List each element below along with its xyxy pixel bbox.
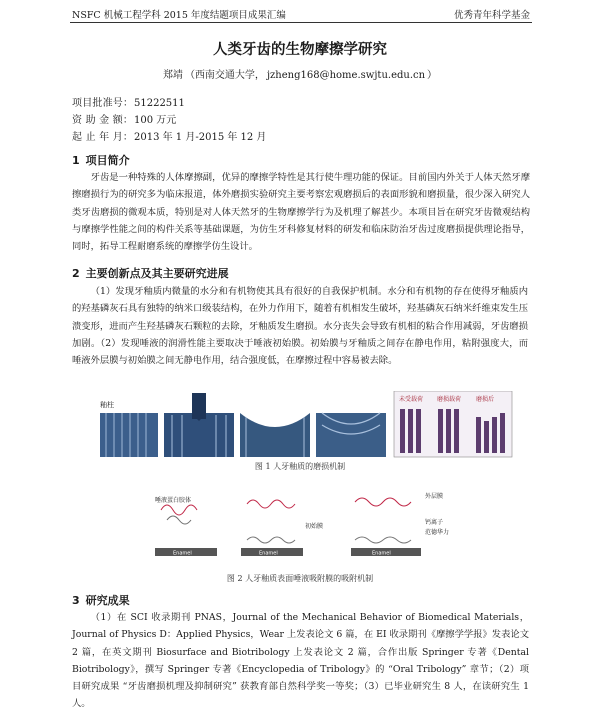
- meta-row: [72, 95, 266, 112]
- meta-value: 2013 年 1 月-2015 年 12 月: [134, 132, 267, 143]
- section-title: 研究成果: [85, 594, 130, 607]
- figure-1-caption: 图 1 人牙釉质的磨损机制: [254, 462, 346, 471]
- author-email: jzheng168@home.swjtu.edu.cn: [266, 70, 426, 81]
- fig1-panel-loaded: [164, 393, 234, 457]
- fig1-label-c: 磨损后: [476, 396, 495, 403]
- fig2-initial-label: 初始膜: [305, 523, 324, 530]
- fig2-enamel-label: Enamel: [173, 550, 192, 557]
- author-affiliation-close: ）: [427, 70, 438, 81]
- header-rule: [70, 22, 532, 23]
- fig1-panel-deformed: [316, 413, 386, 457]
- section-title: 项目简介: [85, 154, 130, 167]
- section-2-body: （1）发现牙釉质内微量的水分和有机物使其具有很好的自我保护机制。水分和有机物的存在使得牙釉质内的羟基磷灰石具有独特的纳米口级装结构，在外力作用下，随着有机相发生破坏，羟基磷灰石纳米纤维束发生压溃变形，进而产生羟基磷灰石颗粒的去除，牙釉质发生磨损。水分丧失会导致有机相的粘合作用减弱，牙齿磨损加剧。（2）发现唾液的润滑性能主要取决于唾液初始膜。初始膜与牙釉质之间存在静电作用，粘附强度大，而唾液外层膜与初始膜之间无静电作用，结合强度低，在摩擦过程中容易被去除。: [72, 286, 528, 367]
- author-affiliation: （西南交通大学，: [184, 70, 265, 81]
- section-number: 1: [72, 154, 80, 167]
- section-number: 3: [72, 594, 80, 607]
- meta-value: 51222511: [134, 98, 185, 109]
- project-meta: [72, 95, 266, 146]
- fig2-enamel-label-3: Enamel: [372, 550, 391, 557]
- fig1-rod-label: 釉柱: [100, 401, 114, 409]
- fig1-panel-rods: [100, 400, 158, 457]
- fig1-label-b: 磨损载荷: [437, 396, 462, 403]
- section-3-body: （1）在 SCI 收录期刊 PNAS，Journal of the Mechanical Behavior of Biomedical Materials，Journal of Physics D：Applied Physics，Wear 上发表论文 6 篇，在 EI 收录期刊《摩擦学学报》发表论文 2 篇，在英文期刊 Biosurface and Biotribology 上发表论文 2 篇，合作出版 Springer 专著《Dental Biotribology》，撰写 Springer 专著《Encyclopedia of Tribology》的 “Oral Tribology” 章节；（2）项目研究成果 “牙齿磨损机理及抑制研究” 获教育部自然科学奖一等奖；（3）已毕业研究生 8 人，在读研究生 1 人。: [72, 612, 529, 710]
- section-1-body: 牙齿是一种特殊的人体摩擦副，优异的摩擦学特性是其行使牛理功能的保证。目前国内外关于人体天然牙摩擦磨损行为的研究多为临床报道，体外磨损实验研究主要考察宏观磨损后的表面形貌和磨损量，很少深入研究人类牙齿磨损的微观本质，特别是对人体天然牙的生物摩擦学行为及机理了解甚少。本项目旨在研究牙齿微观结构与摩擦学性能之间的构件关系等基础课题，为仿生牙科修复材料的研发和临床防治牙齿过度磨损提供理论指导，同时，拓导工程耐磨系统的摩擦学仿生设计。: [72, 172, 530, 253]
- fig2-adhesion-label: 范德华力: [425, 529, 450, 536]
- running-header: [72, 7, 530, 21]
- fig2-panel-2: [241, 500, 323, 557]
- fig2-panel-3: [351, 492, 449, 557]
- fig2-outer-label: 外层膜: [425, 493, 444, 500]
- section-heading-1: [72, 152, 130, 168]
- figure-2-adsorption-mechanism: [155, 486, 455, 558]
- fig2-protein-label: 唾液蛋白胶体: [155, 497, 192, 504]
- fig2-ca-label: 钙离子: [425, 519, 444, 526]
- fig2-enamel-label-2: Enamel: [259, 550, 278, 557]
- fig2-panel-1: [155, 496, 217, 557]
- meta-row: [72, 129, 266, 146]
- meta-row: [72, 112, 266, 129]
- meta-key: 起 止 年 月：: [72, 132, 134, 143]
- meta-value: 100 万元: [134, 115, 177, 126]
- header-right: 优秀青年科学基金: [453, 10, 530, 21]
- section-title: 主要创新点及其主要研究进展: [85, 267, 229, 280]
- fig1-label-a: 未受载荷: [399, 396, 424, 403]
- fig1-nano-panels: [394, 391, 512, 457]
- paper-title: 人类牙齿的生物摩擦学研究: [213, 42, 387, 58]
- author-name: 郑靖: [162, 70, 183, 81]
- section-number: 2: [72, 267, 80, 280]
- section-heading-3: [72, 592, 130, 608]
- fig1-panel-worn: [240, 413, 310, 457]
- figure-1-wear-mechanism: [96, 391, 516, 461]
- author-line: [0, 66, 600, 81]
- section-heading-2: [72, 265, 229, 281]
- meta-key: 项目批准号：: [72, 98, 134, 109]
- meta-key: 资 助 金 额：: [72, 115, 134, 126]
- figure-2-caption: 图 2 人牙釉质表面唾液吸附膜的吸附机制: [226, 574, 374, 583]
- header-left: NSFC 机械工程学科 2015 年度结题项目成果汇编: [72, 10, 286, 21]
